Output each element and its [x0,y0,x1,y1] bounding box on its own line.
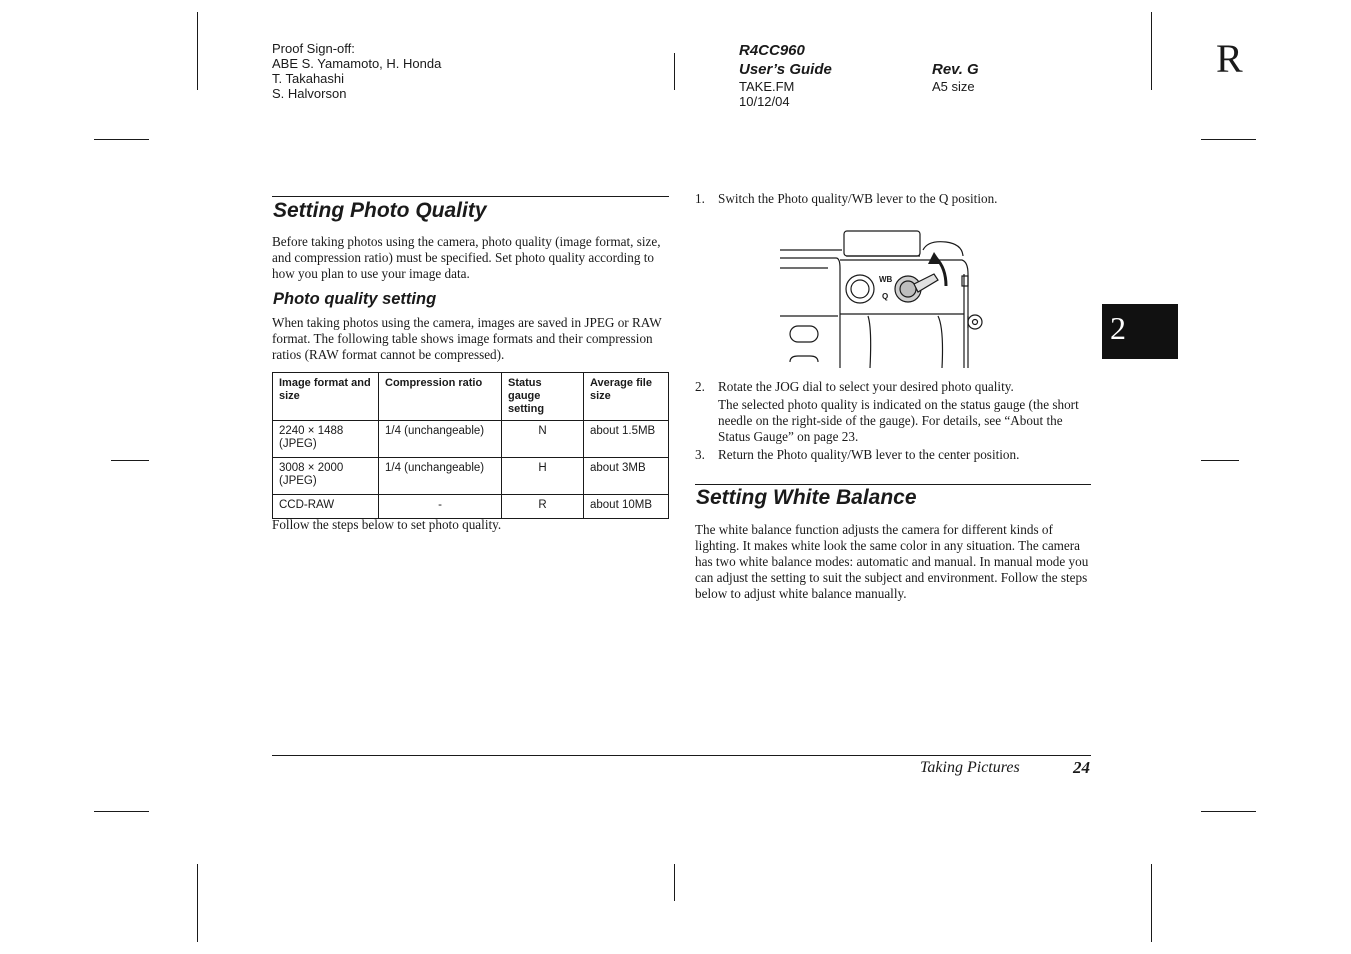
crop-mark [197,12,198,90]
crop-mark [1201,139,1256,140]
crop-mark [94,811,149,812]
step-text: Switch the Photo quality/WB lever to the Q position. [718,191,998,206]
step-number: 1. [695,191,705,206]
page-number: 24 [1073,758,1090,777]
section-rule [695,484,1091,485]
subsection-intro: When taking photos using the camera, images are saved in JPEG or RAW format. The following table shows image formats and their compression ratios (RAW format cannot be compressed). [272,315,662,362]
table-header-row [273,373,669,421]
table-cell: N [502,421,584,458]
crop-mark [1201,811,1256,812]
crop-mark [1151,864,1152,942]
section-rule [272,196,669,197]
table-cell: 1/4 (unchangeable) [379,421,502,458]
section-title-white-balance: Setting White Balance [696,486,917,509]
step-number: 2. [695,379,705,394]
footer-chapter-title: Taking Pictures [920,759,1020,776]
subheading-photo-quality-setting: Photo quality setting [273,290,437,308]
proof-line: ABE S. Yamamoto, H. Honda [272,56,442,71]
crop-mark [111,460,149,461]
chapter-number: 2 [1110,310,1126,346]
crop-mark [674,864,675,901]
proof-line: S. Halvorson [272,86,347,101]
table-cell: 3008 × 2000 (JPEG) [273,458,379,495]
guide-name: User’s Guide [739,61,832,78]
section-title-photo-quality: Setting Photo Quality [273,199,487,222]
table-row [273,421,669,458]
paper-size: A5 size [932,79,975,94]
table-cell: 2240 × 1488 (JPEG) [273,421,379,458]
table-cell: R [502,495,584,519]
proof-line: Proof Sign-off: [272,41,355,56]
wb-label: WB [879,275,893,284]
table-cell: about 1.5MB [584,421,669,458]
proof-signoff-block [272,41,441,101]
photo-quality-table [272,372,669,519]
follow-steps-text: Follow the steps below to set photo quality. [272,517,502,532]
header-document-info [739,41,832,109]
section-intro: Before taking photos using the camera, photo quality (image format, size, and compression ratio) must be specified. Set photo quality according to how you plan to use your image data. [272,234,661,281]
column-header: Compression ratio [379,373,502,421]
table-cell: CCD-RAW [273,495,379,519]
revision: Rev. G [932,61,979,78]
table-cell: - [379,495,502,519]
column-header: Average file size [584,373,669,421]
crop-mark [1151,12,1152,90]
step-detail: The selected photo quality is indicated on the status gauge (the short needle on the right-side of the gauge). For details, see “About the Status Gauge” on page 23. [718,397,1079,444]
table-row [273,458,669,495]
crop-mark [94,139,149,140]
footer-rule [272,755,1091,756]
table-row [273,495,669,519]
crop-mark [674,53,675,90]
step-number: 3. [695,447,705,462]
document-date: 10/12/04 [739,94,790,109]
product-code: R4CC960 [739,42,805,59]
crop-mark [197,864,198,942]
table-cell: H [502,458,584,495]
table-cell: about 3MB [584,458,669,495]
step-text: Return the Photo quality/WB lever to the center position. [718,447,1020,462]
proof-line: T. Takahashi [272,71,345,86]
file-name: TAKE.FM [739,79,795,94]
column-header: Image format and size [273,373,379,421]
corner-letter: R [1216,36,1243,81]
chapter-tab [1102,304,1178,359]
table-cell: 1/4 (unchangeable) [379,458,502,495]
white-balance-body: The white balance function adjusts the camera for different kinds of lighting. It makes white look the same color in any situation. The camera has two white balance modes: automatic and manual. In manual mode you can adjust the setting to suit the subject and environment. Follow the steps below to adjust white balance manually. [695,522,1089,601]
camera-lever-illustration [778,228,988,368]
table-cell: about 10MB [584,495,669,519]
crop-mark [1201,460,1239,461]
q-label: Q [882,292,889,301]
step-text: Rotate the JOG dial to select your desired photo quality. [718,379,1014,394]
column-header: Status gauge setting [502,373,584,421]
header-revision-info [932,41,979,94]
